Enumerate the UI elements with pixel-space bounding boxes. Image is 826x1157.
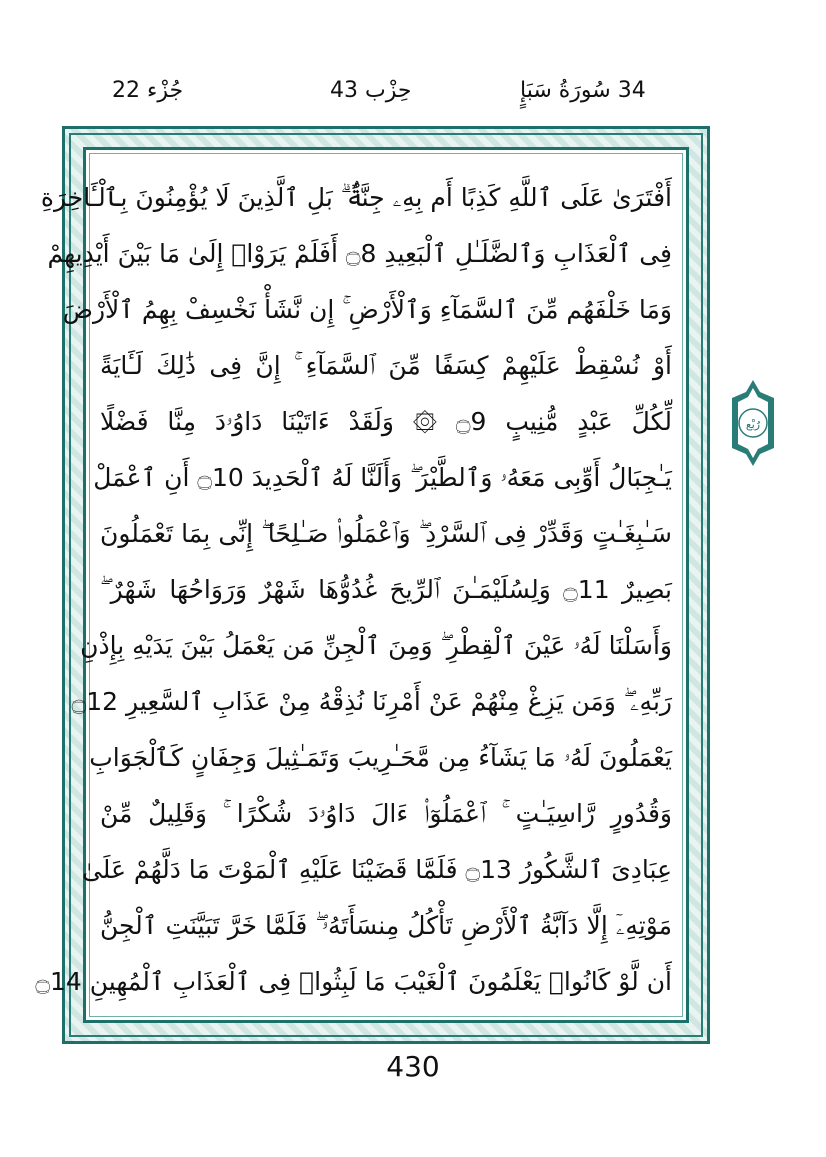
verse-line-9: وَأَسَلْنَا لَهُۥ عَيْنَ ٱلْقِطْرِ ۖ وَمِنَ ٱلْجِنِّ مَن يَعْمَلُ بَيْنَ يَدَيْهِ بِإِذْنِ (80, 631, 672, 660)
ornamental-frame (35, 126, 710, 1044)
surah-label: 34 سُورَةُ سَبَإٍ (520, 78, 646, 103)
verse-line-2: فِى ٱلْعَذَابِ وَٱلضَّلَـٰلِ ٱلْبَعِيدِ ۝8 أَفَلَمْ يَرَوْا۟ إِلَىٰ مَا بَيْنَ أَيْدِيهِمْ (47, 239, 672, 268)
verse-line-11: يَعْمَلُونَ لَهُۥ مَا يَشَآءُ مِن مَّحَـٰرِيبَ وَتَمَـٰثِيلَ وَجِفَانٍ كَٱلْجَوَابِ (89, 743, 672, 772)
verse-line-3: وَمَا خَلْفَهُم مِّنَ ٱلسَّمَآءِ وَٱلْأَرْضِ ۚ إِن نَّشَأْ نَخْسِفْ بِهِمُ ٱلْأَرْضَ (62, 295, 672, 324)
verse-line-4: أَوْ نُسْقِطْ عَلَيْهِمْ كِسَفًا مِّنَ ٱلسَّمَآءِ ۚ إِنَّ فِى ذَٰلِكَ لَـَٔايَةً (100, 351, 672, 380)
verse-line-8: بَصِيرٌ ۝11 وَلِسُلَيْمَـٰنَ ٱلرِّيحَ غُدُوُّهَا شَهْرٌ وَرَوَاحُهَا شَهْرٌ ۖ (100, 575, 672, 604)
rub-text: رُبْع (745, 418, 761, 431)
verse-line-13: عِبَادِىَ ٱلشَّكُورُ ۝13 فَلَمَّا قَضَيْنَا عَلَيْهِ ٱلْمَوْتَ مَا دَلَّهُمْ عَلَىٰ (81, 855, 672, 884)
verse-lines (35, 168, 673, 1002)
page-number: 430 (386, 1050, 440, 1083)
page-header (0, 78, 826, 118)
verse-line-6: يَـٰجِبَالُ أَوِّبِى مَعَهُۥ وَٱلطَّيْرَ ۖ وَأَلَنَّا لَهُ ٱلْحَدِيدَ ۝10 أَنِ ٱعْمَلْ (93, 463, 672, 492)
verse-line-10: رَبِّهِۦ ۖ وَمَن يَزِغْ مِنْهُمْ عَنْ أَمْرِنَا نُذِقْهُ مِنْ عَذَابِ ٱلسَّعِيرِ ۝12 (71, 687, 672, 716)
verse-line-12: وَقُدُورٍ رَّاسِيَـٰتٍ ۚ ٱعْمَلُوٓا۟ ءَالَ دَاوُۥدَ شُكْرًا ۚ وَقَلِيلٌ مِّنْ (100, 799, 672, 828)
verse-line-14: مَوْتِهِۦٓ إِلَّا دَآبَّةُ ٱلْأَرْضِ تَأْكُلُ مِنسَأَتَهُۥ ۖ فَلَمَّا خَرَّ تَبَيَّنَتِ ٱلْجِنُّ (100, 911, 672, 940)
verse-line-15: أَن لَّوْ كَانُوا۟ يَعْلَمُونَ ٱلْغَيْبَ مَا لَبِثُوا۟ فِى ٱلْعَذَابِ ٱلْمُهِينِ ۝14 (35, 967, 672, 996)
verse-line-5: لِّكُلِّ عَبْدٍ مُّنِيبٍ ۝9 ۞ وَلَقَدْ ءَاتَيْنَا دَاوُۥدَ مِنَّا فَضْلًا (100, 407, 673, 436)
verse-line-7: سَـٰبِغَـٰتٍ وَقَدِّرْ فِى ٱلسَّرْدِ ۖ وَٱعْمَلُوا۟ صَـٰلِحًا ۖ إِنِّى بِمَا تَعْمَلُونَ (100, 519, 672, 548)
verse-line-1: أَفْتَرَىٰ عَلَى ٱللَّهِ كَذِبًا أَم بِهِۦ جِنَّةٌۢ ۗ بَلِ ٱلَّذِينَ لَا يُؤْمِنُونَ بِٱلْـَٔاخِرَةِ (40, 183, 672, 212)
hizb-label: حِزْب 43 (330, 78, 412, 103)
rub-marker-icon (728, 378, 778, 468)
juz-label: جُزْء 22 (112, 78, 184, 103)
text-panel (35, 147, 689, 1023)
